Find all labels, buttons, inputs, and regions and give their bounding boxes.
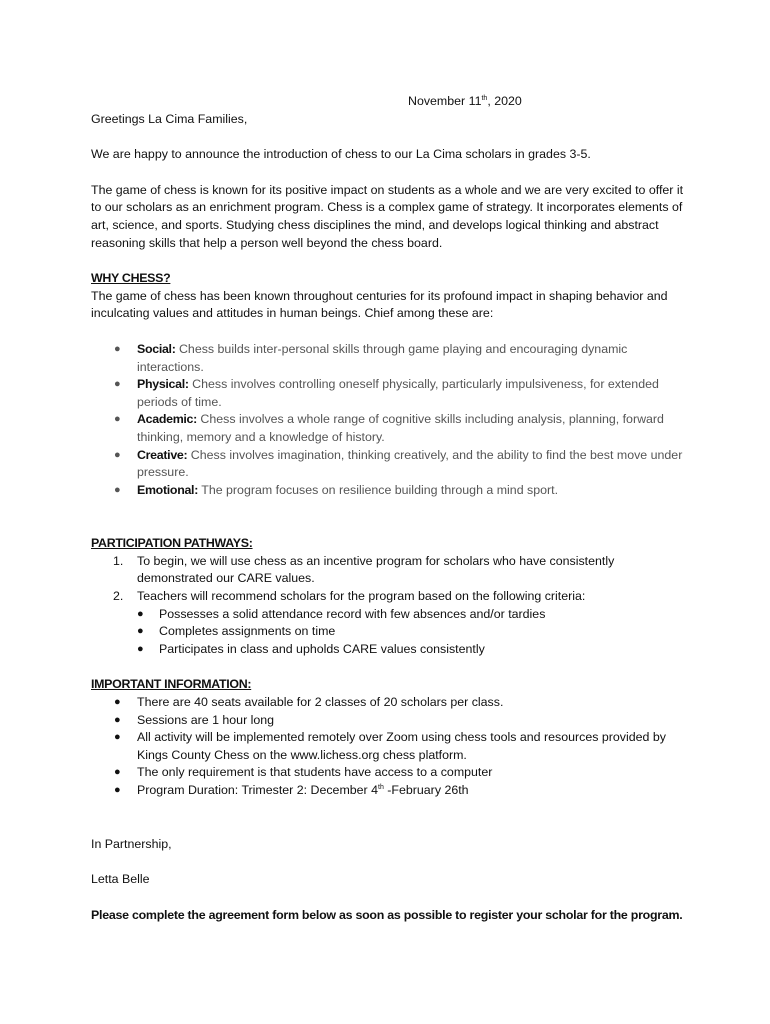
bullet-icon: ● — [114, 731, 121, 744]
letter-body — [91, 93, 691, 924]
list-item: ● Possesses a solid attendance record with few absences and/or tardies — [91, 606, 691, 624]
list-item: ● Creative: Chess involves imagination, thinking creatively, and the ability to find the best move under pressure. — [114, 447, 683, 480]
greeting: Greetings La Cima Families, — [91, 111, 248, 126]
list-item: ● Academic: Chess involves a whole range of cognitive skills including analysis, planning, forward thinking, memory and a knowledge of history. — [114, 412, 664, 444]
bullet-icon: ● — [114, 696, 121, 709]
list-item: ● Physical: Chess involves controlling oneself physically, particularly impulsiveness, for extended periods of time. — [114, 377, 659, 409]
bullet-icon: ● — [114, 378, 121, 391]
list-item: ● Participates in class and upholds CARE values consistently — [91, 641, 691, 659]
bullet-icon: ● — [137, 625, 144, 638]
bullet-icon: ● — [114, 413, 121, 426]
signoff: In Partnership, — [91, 836, 172, 851]
bullet-icon: ● — [114, 342, 121, 355]
intro-paragraph: We are happy to announce the introduction of chess to our La Cima scholars in grades 3-5. — [91, 147, 591, 162]
bullet-icon: ● — [114, 766, 121, 779]
list-item: ● Program Duration: Trimester 2: December 4th -February 26th — [91, 782, 691, 800]
why-chess-paragraph: The game of chess has been known throughout centuries for its profound impact in shaping behavior and inculcating values and attitudes in human beings. Chief among these are: — [91, 288, 668, 321]
list-item: 2. Teachers will recommend scholars for the program based on the following criteria: — [113, 589, 586, 604]
list-item: ● There are 40 seats available for 2 classes of 20 scholars per class. — [91, 694, 691, 712]
list-item: ● Sessions are 1 hour long — [91, 712, 691, 730]
closing-instruction: Please complete the agreement form below as soon as possible to register your scholar for the program. — [91, 907, 683, 922]
bullet-icon: ● — [114, 713, 121, 726]
list-item: ● Emotional: The program focuses on resilience building through a mind sport. — [91, 482, 691, 500]
list-item: 1. To begin, we will use chess as an incentive program for scholars who have consistently demonstrated our CARE values. — [113, 553, 615, 586]
list-item: ● The only requirement is that students have access to a computer — [91, 764, 691, 782]
list-item: ● Completes assignments on time — [91, 623, 691, 641]
info-list — [91, 694, 691, 800]
signature-name: Letta Belle — [91, 872, 150, 887]
bullet-icon: ● — [137, 642, 144, 655]
list-item: ● Social: Chess builds inter-personal skills through game playing and encouraging dynamic interactions. — [114, 341, 628, 374]
benefits-list — [91, 341, 691, 499]
bullet-icon: ● — [114, 483, 121, 496]
pathways-list — [91, 553, 691, 606]
important-info-heading: IMPORTANT INFORMATION: — [91, 677, 252, 692]
criteria-list — [91, 606, 691, 659]
bullet-icon: ● — [114, 784, 121, 796]
chess-paragraph: The game of chess is known for its positive impact on students as a whole and we are very excited to offer it to our scholars as an enrichment program. Chess is a complex game of strategy. It incorporates elements of art, science, and sports. Studying chess disciplines the mind, and develops logical thinking and abstract reasoning skills that help a person well beyond the chess board. — [91, 182, 684, 250]
letter-date: November 11th, 2020 — [408, 94, 522, 108]
why-chess-heading: WHY CHESS? — [91, 271, 171, 286]
list-item: ● All activity will be implemented remotely over Zoom using chess tools and resources provided by Kings County Chess on the www.lichess.org chess platform. — [114, 730, 666, 762]
bullet-icon: ● — [114, 448, 121, 461]
bullet-icon: ● — [137, 607, 144, 620]
pathways-heading: PARTICIPATION PATHWAYS: — [91, 536, 253, 551]
